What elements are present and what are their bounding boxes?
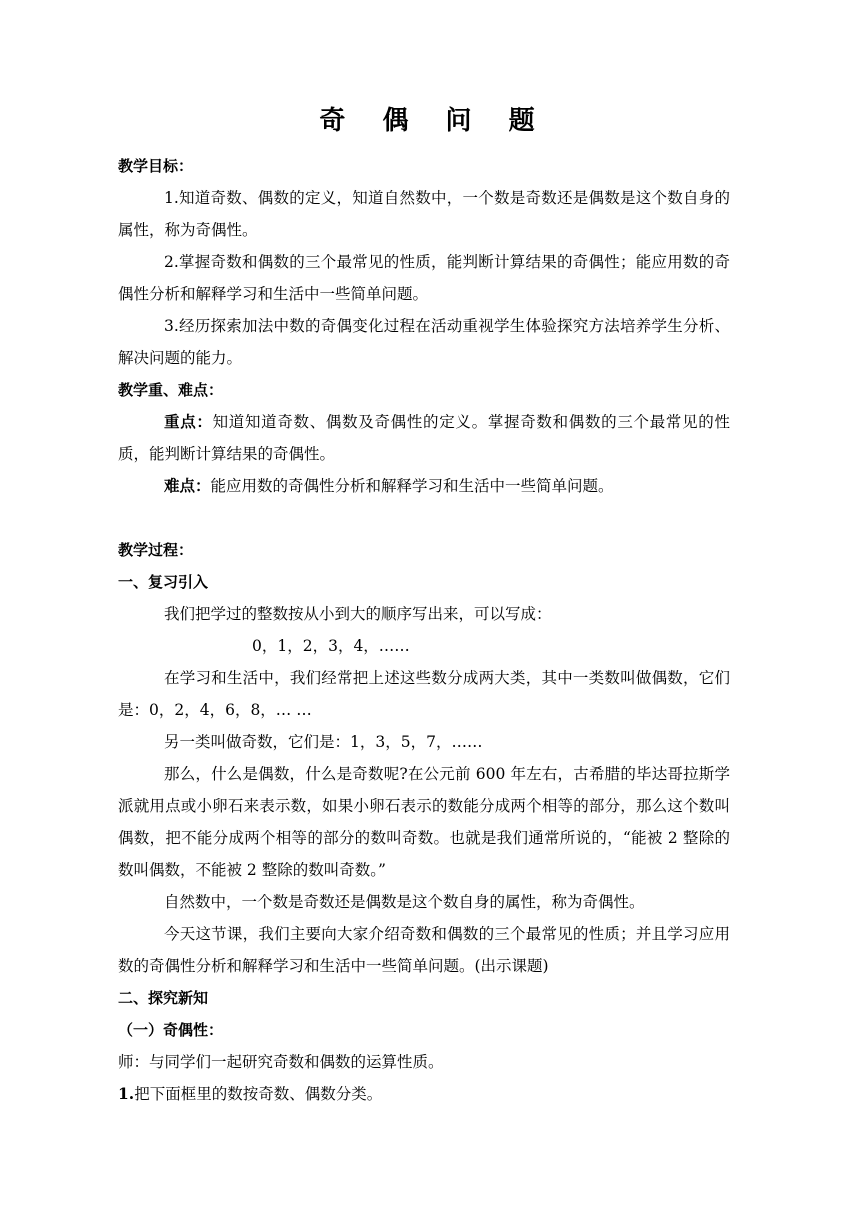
exercise-item-number: 1. (118, 1084, 135, 1103)
process-paragraph-4: 那么，什么是偶数，什么是奇数呢?在公元前 600 年左右，古希腊的毕达哥拉斯学派就用点或小卵石来表示数，如果小卵石表示的数能分成两个相等的部分，那么这个数叫偶数，把不能分成两个相等的部分的数叫奇数。也就是我们通常所说的，“能被 2 整除的数叫偶数，不能被 2 整除的数叫奇数。” (118, 765, 730, 879)
goal-item-1: 1.知道奇数、偶数的定义，知道自然数中，一个数是奇数还是偶数是这个数自身的属性，称为奇偶性。 (118, 189, 730, 239)
difficult-point-label: 难点： (164, 477, 211, 495)
subsection-1-heading: （一）奇偶性： (118, 1021, 224, 1039)
keypoints-heading: 教学重、难点： (118, 381, 224, 399)
goal-item-3: 3.经历探索加法中数的奇偶变化过程在活动重视学生体验探究方法培养学生分析、解决问题的能力。 (118, 317, 730, 367)
process-paragraph-1: 我们把学过的整数按从小到大的顺序写出来，可以写成： (164, 605, 552, 623)
section-1-heading: 一、复习引入 (118, 573, 209, 591)
section-2-heading: 二、探究新知 (118, 989, 209, 1007)
key-point-text: 知道知道奇数、偶数及奇偶性的定义。掌握奇数和偶数的三个最常见的性质，能判断计算结果的奇偶性。 (118, 413, 730, 463)
spacer (118, 502, 730, 534)
goal-item-2: 2.掌握奇数和偶数的三个最常见的性质，能判断计算结果的奇偶性；能应用数的奇偶性分析和解释学习和生活中一些简单问题。 (118, 253, 730, 303)
document-title: 奇 偶 问 题 (319, 106, 549, 136)
teacher-line: 师：与同学们一起研究奇数和偶数的运算性质。 (118, 1053, 444, 1071)
goals-heading: 教学目标： (118, 157, 194, 175)
number-sequence: 0，1，2，3，4，…… (252, 637, 410, 655)
exercise-item-text: 把下面框里的数按奇数、偶数分类。 (134, 1085, 383, 1103)
process-paragraph-6: 今天这节课，我们主要向大家介绍奇数和偶数的三个最常见的性质；并且学习应用数的奇偶性分析和解释学习和生活中一些简单问题。(出示课题) (118, 925, 730, 975)
process-heading: 教学过程： (118, 541, 194, 559)
process-paragraph-3: 另一类叫做奇数，它们是：1，3，5，7，…… (164, 733, 483, 751)
process-paragraph-5: 自然数中，一个数是奇数还是偶数是这个数自身的属性，称为奇偶性。 (164, 893, 645, 911)
difficult-point (118, 470, 730, 502)
process-paragraph-2: 在学习和生活中，我们经常把上述这些数分成两大类，其中一类数叫做偶数，它们是：0，2，4，6，8，… … (118, 669, 730, 719)
key-point (118, 406, 730, 470)
exercise-item-1 (118, 1078, 730, 1110)
difficult-point-text: 能应用数的奇偶性分析和解释学习和生活中一些简单问题。 (210, 477, 614, 495)
key-point-label: 重点： (164, 413, 213, 431)
